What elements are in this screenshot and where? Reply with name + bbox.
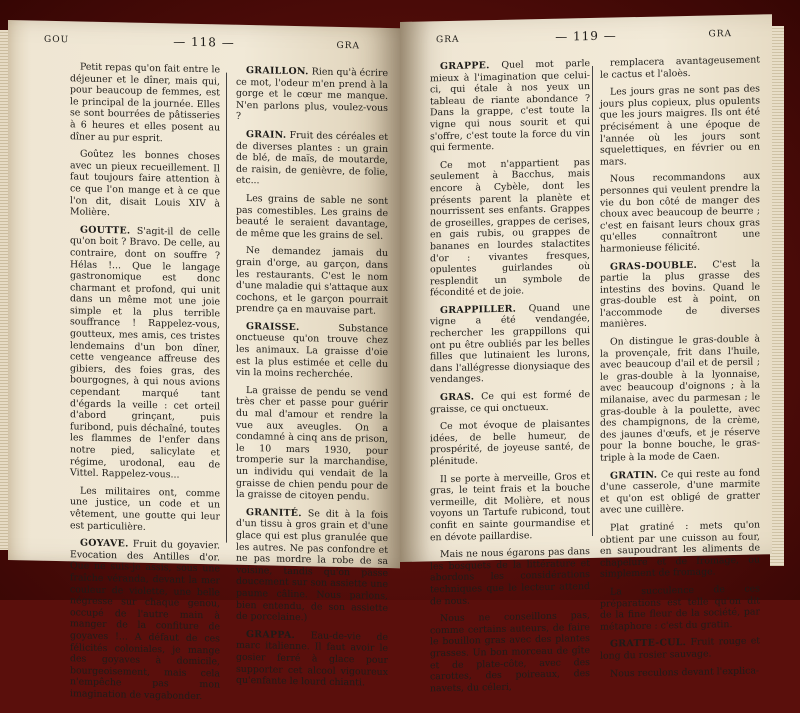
column-divider (592, 66, 593, 536)
entry-text: Ce mot n'appartient pas seulement à Bacchus, mais encore à Cybèle, dont les présents parent la planète et nourrissent ses enfants. Grappes de groseilles, grappes de cerises, en gais rubis, ou grappes de bananes en lourdes stalactites d'or : vivantes fresques, opulentes guirlandes où resplendit un symbole de fécondité et de joie. (430, 156, 590, 299)
entry-headword: GRAPPILLER. (440, 303, 517, 317)
entry-headword: GRAPPE. (440, 60, 490, 73)
column-divider (226, 73, 227, 543)
dictionary-entry (70, 61, 220, 145)
entry-text: Fruit rouge et long du rosier sauvage. (600, 635, 761, 662)
right-page-column-1 (430, 58, 590, 701)
entry-headword: GRAISSE. (246, 320, 300, 333)
entry-headword: GRAS. (440, 391, 475, 404)
dictionary-entry (600, 467, 760, 517)
dictionary-entry (70, 148, 220, 221)
entry-headword: GRAS-DOUBLE. (610, 259, 698, 273)
entry-headword: GOUTTE. (80, 224, 131, 237)
entry-text: Fruit du goyavier. Evocation des Antilles d'or. Que ne suis-je assis, sous une fraîche véranda, devant la mer couleur de violette, une belle négresse sur chaque genou, occupé de l'autre main à manger de la confiture de goyaves !... A défaut de ces félicités coloniales, je mange des goyaves à domicile, bourgeoisement, mais cela n'empêche pas mon imagination de vagabonder. (70, 538, 221, 702)
entry-text: C'est la partie la plus grasse des intestins des bovins. Quand le gras-double est à point, on l'accommode de diverses manières. (600, 257, 760, 331)
dictionary-entry (430, 157, 590, 299)
entry-headword: GOYAVE. (80, 537, 129, 550)
entry-text: Petit repas qu'on fait entre le déjeuner et le dîner, mais qui, pour beaucoup de femmes, est le principal de la journée. Elles se sont bourrées de pâtisseries à 6 heures et elles posent au dîner au pur esprit. (70, 61, 220, 144)
left-page-column-1 (70, 61, 220, 709)
entry-text: Ce qui est formé de graisse, ce qui onctueux. (430, 389, 591, 415)
dictionary-entry (70, 485, 220, 535)
dictionary-entry (600, 258, 760, 331)
entry-text: Ce mot évoque de plaisantes idées, de belle humeur, de prospérité, de joyeuse santé, de plénitude. (430, 418, 590, 468)
left-page-header (8, 34, 400, 58)
dictionary-entry (430, 302, 590, 387)
dictionary-entry (600, 171, 760, 256)
right-page-column-2 (600, 54, 760, 685)
entry-text: Fruit des céréales et de diverses plantes : un grain de blé, de maïs, de moutarde, de raisin, de genièvre, de folie, etc... (236, 129, 388, 187)
right-header-guide-word-end: GRA (708, 29, 732, 40)
dictionary-entry (430, 389, 590, 416)
dictionary-entry (236, 321, 388, 382)
dictionary-entry (430, 58, 590, 154)
left-page-number: — 118 — (173, 34, 235, 50)
entry-text: Ce qui reste au fond d'une casserole, d'une marmite et qu'on est obligé de gratter avec une cuillère. (600, 467, 760, 517)
dictionary-entry (236, 507, 388, 626)
entry-text: Les militaires ont, comme une justice, un code et un vêtement, une goutte qui leur est particulière. (70, 485, 220, 533)
entry-text: Rien qu'à écrire ce mot, l'odeur m'en prend à la gorge et le cœur me manque. N'en parlons plus, voulez-vous ? (236, 66, 388, 123)
dictionary-entry (236, 65, 388, 126)
dictionary-entry (600, 519, 760, 580)
entry-text: Se dit à la fois d'un tissu à gros grain et d'une glace qui est plus granulée que les autres. Ne pas confondre et ne pas mordre la robe de sa voisine, tandis qu'on passe doucement sur son assiette une paume câline. Nous parlons, bien entendu, de son assiette de porcelaine.) (236, 508, 388, 624)
dictionary-entry (600, 54, 760, 81)
left-page (8, 20, 400, 702)
entry-text: Ne demandez jamais du grain d'orge, au garçon, dans les restaurants. C'est le nom d'une maladie qui s'attaque aux cochons, et le garçon pourrait prendre ça en mauvaise part. (236, 245, 388, 317)
entry-headword: GRATIN. (610, 469, 658, 482)
dictionary-entry (70, 224, 220, 482)
entry-text: S'agit-il de celle qu'on boit ? Bravo. De celle, au contraire, dont on souffre ? Hélas !... Que le langage gastronomique est donc charmant et profond, qui unit dans un même mot une joie simple et la plus terrible souffrance ! Rappelez-vous, goutteux, mes amis, ces tristes lendemains d'un bon dîner, cette vengeance affreuse des gibiers, des foies gras, des bourgognes, à qui nous avions cependant marqué tant d'égards la veille : cet orteil d'abord grinçant, puis furibond, puis déchaîné, toutes les flammes de l'enfer dans notre pied, salicylate et régime, urodonal, eau de Vittel. Rappelez-vous... (70, 225, 221, 481)
page-edges-right (770, 26, 784, 566)
entry-text: Nous recommandons aux personnes qui veulent prendre la vie du bon côté de manger des choux avec beaucoup de beurre ; c'est en faisant leurs choux gras qu'elles connaîtront une harmonieuse félicité. (600, 170, 760, 255)
dictionary-entry (236, 245, 388, 318)
entry-text: Quel mot parle mieux à l'imagination que celui-ci, qui étale à nos yeux un tableau de riante abondance ? Dans la grappe, c'est toute la vigne qui nous sourit et qui s'offre, c'est toute la force du vin qui fermente. (430, 58, 591, 154)
entry-text: remplacera avantageusement le cactus et l'aloès. (600, 54, 760, 81)
dictionary-entry (430, 471, 590, 544)
entry-headword: GRAIN. (246, 128, 287, 141)
dictionary-entry (600, 84, 760, 169)
dictionary-entry (70, 537, 220, 702)
entry-text: Substance onctueuse qu'on trouve chez les animaux. La graisse d'oie est la plus estimée et celle du vin la moins recherchée. (236, 322, 388, 381)
dictionary-entry (236, 129, 388, 190)
entry-text: Eau-de-vie de marc italienne. Il faut avoir le gosier ferré à glace pour supporter cet alcool vigoureux qu'enfante le lourd chianti. (236, 630, 388, 689)
entry-text: Les jours gras ne sont pas des jours plus copieux, plus opulents que les jours maigres. Ils ont été précisément à une époque de l'année où les jours sont squelettiques, en février ou en mars. (600, 83, 760, 168)
entry-text: La succulence de ces préparations est telle qu'on dit de la fine fleur de la société, par métaphore : c'est du gratin. (600, 583, 760, 633)
entry-text: Il se porte à merveille, Gros et gras, le teint frais et la bouche vermeille, dit Molière, et nous voyons un Tartufe rubicond, tout confit en sainte gourmandise et en dévote paillardise. (430, 470, 590, 543)
entry-headword: GRATTE-CUL. (610, 637, 687, 650)
entry-headword: GRAILLON. (246, 64, 309, 78)
right-page-header (400, 28, 772, 52)
entry-text: On distingue le gras-double à la provençale, frit dans l'huile, avec beaucoup d'ail et de persil ; le gras-double à la lyonnaise, avec beaucoup d'oignons ; à la milanaise, avec du parmesan ; le gras-double à la poulette, avec des champignons, de la crème, des jaunes d'œufs, et je réserve pour la bonne bouche, le gras-triple à la mode de Caen. (600, 333, 760, 464)
dictionary-entry (430, 610, 590, 695)
entry-headword: GRANITÉ. (246, 506, 302, 519)
dictionary-entry (430, 546, 590, 607)
dictionary-entry (600, 636, 760, 663)
entry-text: Nous reculons devant l'explica- (610, 664, 760, 680)
entry-text: Quand une vigne a été vendangée, rechercher les grappillons qui ont pu être oubliés par les belles filles que lutinaient les lurons, dans l'allégresse dionysiaque des vendanges. (430, 301, 590, 386)
dictionary-entry (430, 418, 590, 468)
entry-text: La graisse de pendu se vend très cher et passe pour guérir du mal d'amour et rendre la vue aux aveugles. On a condamné à cinq ans de prison, le 10 mars 1930, pour tromperie sur la marchandise, un individu qui vendait de la graisse de chien pendu pour de la graisse de citoyen pendu. (236, 384, 388, 503)
entry-text: Nous ne conseillons pas, comme certains auteurs, de faire le bouillon gras avec des plantes grasses. Un bon morceau de gîte et de plate-côte, avec des carottes, des poireaux, des navets, du céleri, (430, 610, 590, 695)
dictionary-entry (236, 628, 388, 689)
entry-headword: GRAPPA. (246, 628, 296, 641)
right-page-number: — 119 — (555, 28, 617, 44)
dictionary-entry (600, 665, 760, 680)
dictionary-entry (236, 193, 388, 243)
left-page-column-2 (236, 65, 388, 696)
right-header-guide-word: GRA (436, 34, 460, 46)
entry-text: Plat gratiné : mets qu'on obtient par une cuisson au four, en saupoudrant les aliments de chapelure et de fromage, ou simplement de fromage. (600, 519, 760, 581)
left-header-guide-word: GOU (44, 34, 70, 46)
right-page (400, 14, 772, 695)
entry-text: Mais ne nous égarons pas dans les bosquets de la littérature et abordons les considérations techniques que le lecteur attend de nous. (430, 546, 590, 607)
entry-text: Les grains de sable ne sont pas comestibles. Les grains de beauté le seraient davantage, de même que les grains de sel. (236, 192, 388, 242)
entry-text: Goûtez les bonnes choses avec un pieux recueillement. Il faut toujours faire attention à ce que l'on mange et à ce que l'on dit, disait Louis XIV à Molière. (70, 148, 220, 219)
dictionary-entry (236, 385, 388, 504)
dictionary-entry (600, 583, 760, 633)
dictionary-entry (600, 334, 760, 465)
left-header-guide-word-end: GRA (336, 40, 360, 52)
